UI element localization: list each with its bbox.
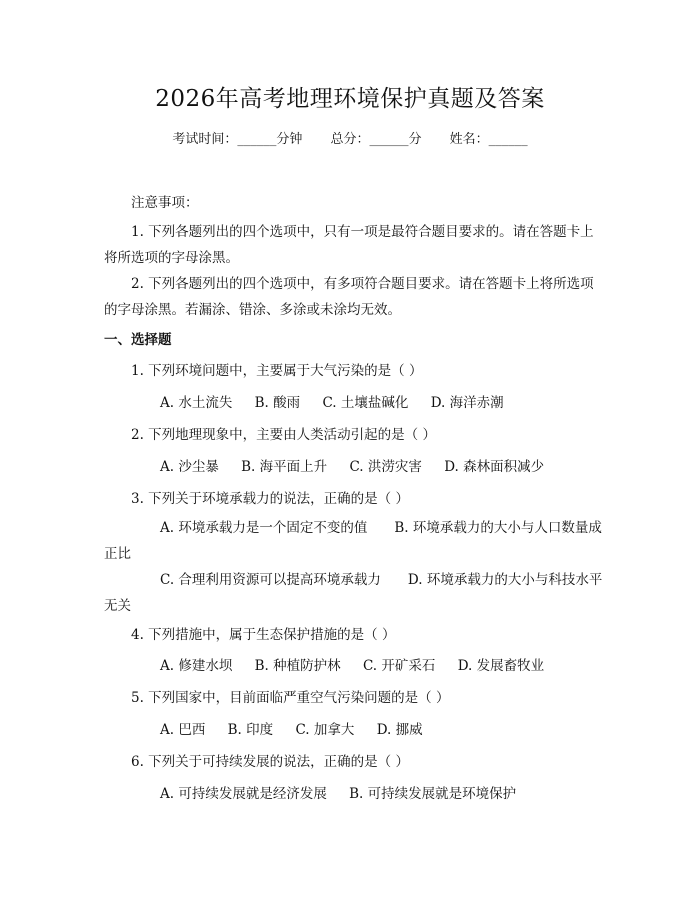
notice-heading: 注意事项：	[131, 195, 199, 211]
option: C. 土壤盐碱化	[322, 395, 409, 411]
question-2-options	[160, 457, 562, 477]
option: B. 种植防护林	[254, 658, 341, 674]
question-2-stem: 2. 下列地理现象中，主要由人类活动引起的是（ ）	[131, 427, 436, 443]
option: C. 开矿采石	[362, 658, 436, 674]
option: A. 修建水坝	[160, 658, 233, 674]
option: B. 海平面上升	[241, 459, 328, 475]
option: B. 酸雨	[254, 395, 301, 411]
section-heading: 一、选择题	[104, 332, 172, 348]
question-3-options-ab: A. 环境承载力是一个固定不变的值 B. 环境承载力的大小与人口数量成正比	[104, 520, 602, 562]
option: C. 洪涝灾害	[349, 459, 422, 475]
option: A. 水土流失	[160, 395, 233, 411]
option: A. 沙尘暴	[160, 459, 219, 475]
option: D. 森林面积减少	[444, 459, 545, 475]
question-4-stem: 4. 下列措施中，属于生态保护措施的是（ ）	[131, 627, 396, 643]
question-5-stem: 5. 下列国家中，目前面临严重空气污染问题的是（ ）	[131, 690, 450, 706]
option: C. 加拿大	[295, 722, 355, 738]
option: B. 印度	[227, 722, 274, 738]
option: A. 可持续发展就是经济发展	[160, 786, 327, 802]
question-1-stem: 1. 下列环境问题中，主要属于大气污染的是（ ）	[131, 363, 423, 379]
question-6-stem: 6. 下列关于可持续发展的说法，正确的是（ ）	[131, 754, 409, 770]
notice-item-2: 2. 下列各题列出的四个选项中，有多项符合题目要求。请在答题卡上将所选项的字母涂黑。若漏涂、错涂、多涂或未涂均无效。	[104, 276, 594, 318]
question-3-options-cd: C. 合理利用资源可以提高环境承载力 D. 环境承载力的大小与科技水平无关	[104, 572, 603, 614]
notice-item-1: 1. 下列各题列出的四个选项中，只有一项是最符合题目要求的。请在答题卡上将所选项的字母涂黑。	[104, 224, 594, 266]
question-1-options	[160, 393, 522, 413]
exam-time: 考试时间：______分钟	[172, 132, 303, 147]
question-5-options	[160, 720, 441, 740]
question-4-options	[160, 656, 562, 676]
page-title: 2026年高考地理环境保护真题及答案	[155, 86, 545, 112]
question-6-options	[160, 784, 534, 804]
option: D. 发展畜牧业	[457, 658, 545, 674]
student-name: 姓名：______	[449, 132, 528, 147]
question-3-stem: 3. 下列关于环境承载力的说法，正确的是（ ）	[131, 491, 409, 507]
total-score: 总分：______分	[330, 132, 422, 147]
option: B. 可持续发展就是环境保护	[349, 786, 517, 802]
option: D. 海洋赤潮	[430, 395, 504, 411]
exam-meta	[0, 130, 700, 150]
option: A. 巴西	[160, 722, 206, 738]
option: D. 挪威	[376, 722, 423, 738]
